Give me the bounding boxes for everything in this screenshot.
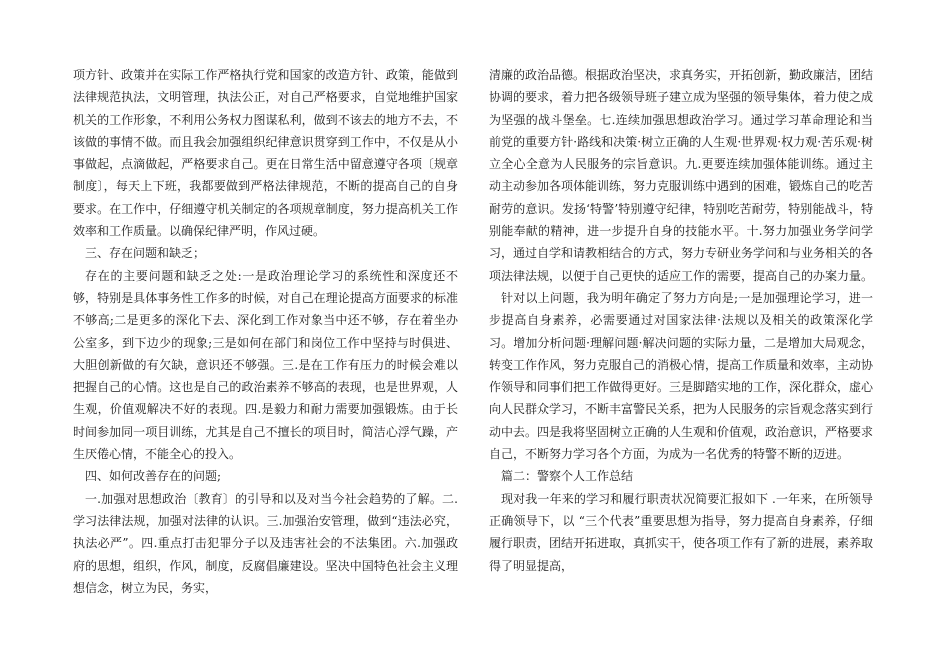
paragraph-discipline: 项方针、政策并在实际工作严格执行党和国家的改造方针、政策，能做到法律规范执法，文明管理，执法公正，对自己严格要求，自觉地维护国家机关的工作形象，不利用公务权力图谋私利，做到不该去的地方不去，不该做的事情不做。而且我会加强组织纪律意识贯穿到工作中，不仅是从小事做起，点滴做起，严格要求自己。更在日常生活中留意遵守各项〔规章制度〕，每天上下班，我都要做到严格法律规范，不断的提高自己的自身要求。在工作中，仔细遵守机关制定的各项规章制度，努力提高机关工作效率和工作质量。以确保纪律严明，作风过硬。 [73, 68, 458, 239]
left-text-column [73, 64, 458, 599]
heading-improvements: 四、如何改善存在的问题; [85, 469, 222, 484]
paragraph-annual-report: 现对我一年来的学习和履行职责状况简要汇报如下 .一年来，在所领导正确领导下，以 “三个代表”重要思想为指导，努力提高自身素养，仔细履行职责，团结开拓进取，真抓实干，使各项工作有了新的进展，素养取得了明显提高， [489, 491, 874, 573]
paragraph-improvements: 一.加强对思想政治〔教育〕的引导和以及对当今社会趋势的了解。二.学习法律法规，加强对法律的认识。三.加强治安管理，做到“违法必究，执法必严”。四.重点打击犯罪分子以及违害社会的不法集团。六.加强政府的思想，组织，作风，制度，反腐倡廉建设。坚决中国特色社会主义理想信念，树立为民，务实， [73, 491, 458, 595]
heading-problems: 三、存在问题和缺乏； [85, 246, 206, 261]
section-title-part-two: 篇二：警察个人工作总结 [501, 469, 634, 484]
right-text-column [489, 64, 873, 577]
paragraph-political-study: 清廉的政治品德。根据政治坚决，求真务实，开拓创新，勤政廉洁，团结协调的要求，着力把各级领导班子建立成为坚强的领导集体，着力使之成为坚强的战斗堡垒。七.连续加强思想政治学习。通过学习革命理论和当前党的重要方针·路线和决策·树立正确的人生观·世界观·权力观·苦乐观·树立全心全意为人民服务的宗旨意识。九.更要连续加强体能训练。通过主动主动参加各项体能训练，努力克服训练中遇到的困难，锻炼自己的吃苦耐劳的意识。发扬‘特警’特别遵守纪律，特别吃苦耐劳，特别能战斗，特别能奉献的精神，进一步提升自身的技能水平。十.努力加强业务学问学习，通过自学和请教相结合的方式，努力专研业务学问和与业务相关的各项法律法规，以便于自己更快的适应工作的需要，提高自己的办案力量。 [489, 68, 874, 283]
paragraph-future-direction: 针对以上问题，我为明年确定了努力方向是;一是加强理论学习，进一步提高自身素养，必需要通过对国家法律·法规以及相关的政策深化学习。增加分析问题·理解问题·解决问题的实际力量，二是增加大局观念，转变工作作风，努力克服自己的消极心情，提高工作质量和效率，主动协作领导和同事们把工作做得更好。三是脚踏实地的工作，深化群众，虚心向人民群众学习，不断丰富警民关系，把为人民服务的宗旨观念落实到行动中去。四是我将坚固树立正确的人生观和价值观，政治意识，严格要求自己，不断努力学习各个方面，为成为一名优秀的特警不断的迈进。 [489, 290, 874, 462]
paragraph-problems: 存在的主要问题和缺乏之处:一是政治理论学习的系统性和深度还不够，特别是具体事务性工作多的时候，对自己在理论提高方面要求的标准不够高;二是更多的深化下去、深化到工作对象当中还不够，存在着坐办公室多，到下边少的现象;三是如何在部门和岗位工作中坚持与时俱进、大胆创新做的有欠缺，意识还不够强。三.是在工作有压力的时候会难以把握自己的心情。这也是自己的政治素养不够高的表现，也是世界观，人生观，价值观解决不好的表现。四.是毅力和耐力需要加强锻炼。由于长时间参加同一项目训练，尤其是自己不擅长的项目时，简洁心浮气躁，产生厌倦心情，不能全心的投入。 [73, 268, 458, 462]
